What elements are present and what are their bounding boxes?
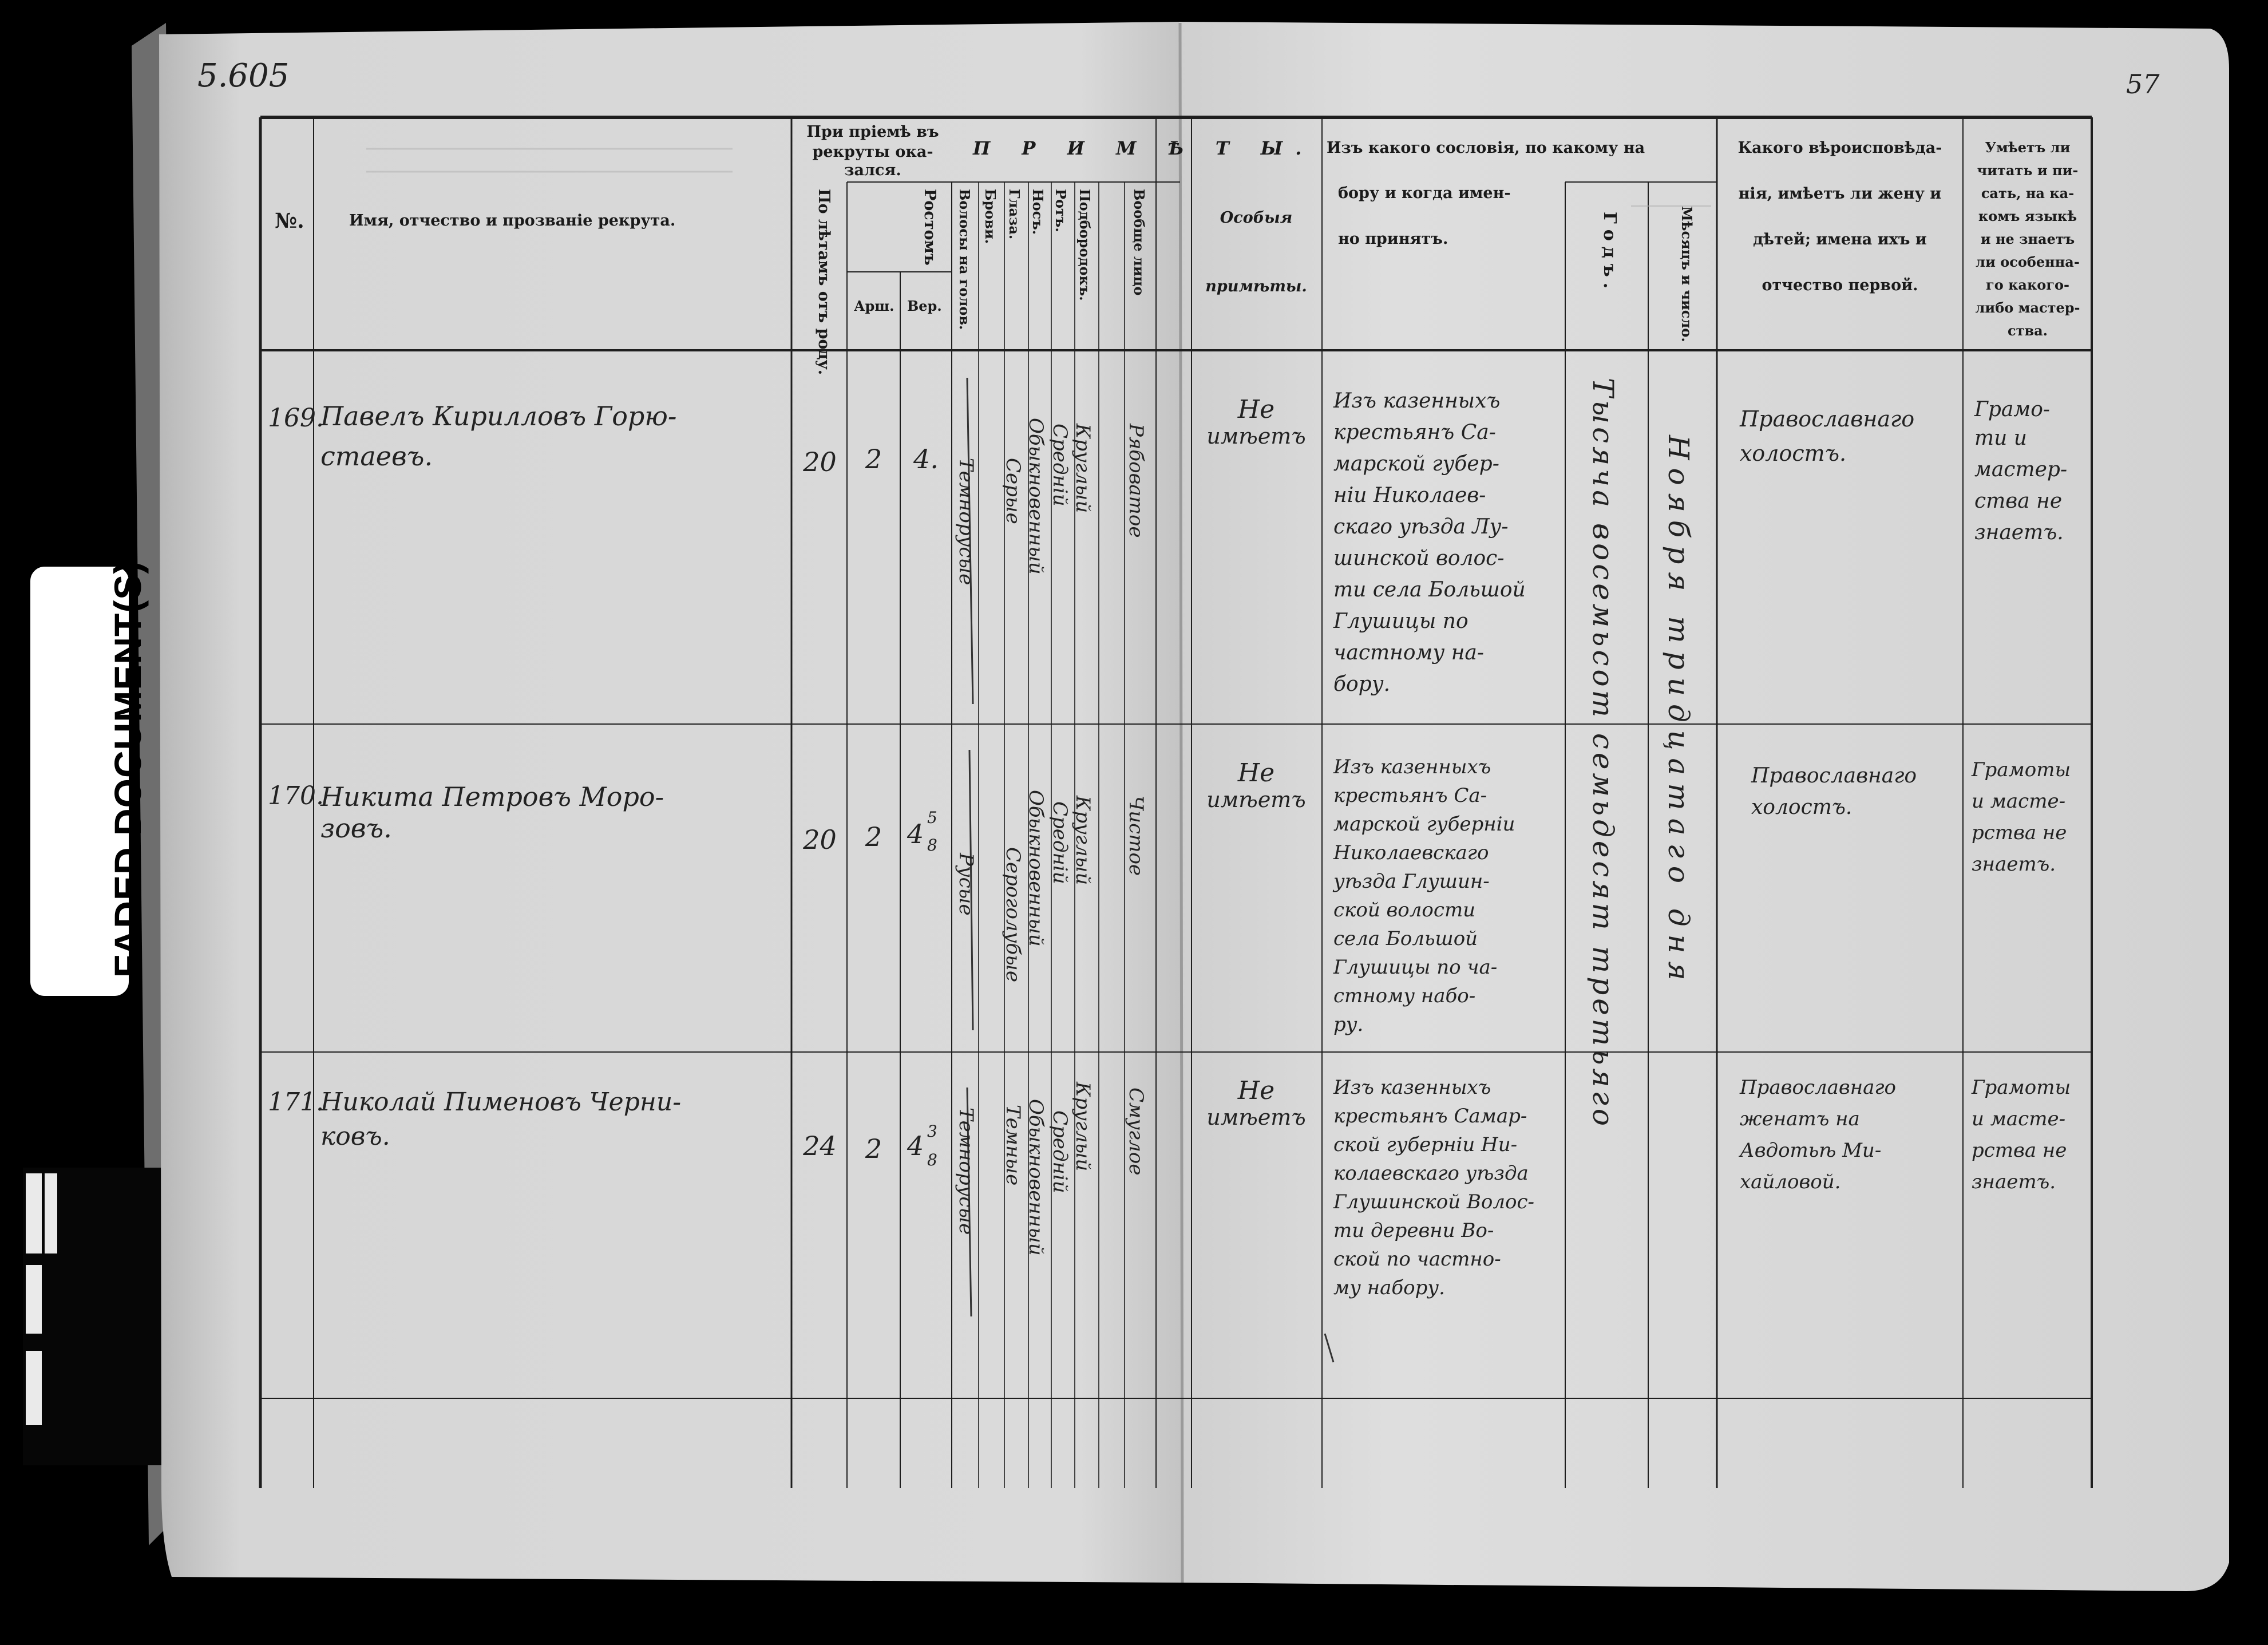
record-special-2: имѣетъ [1206, 424, 1306, 449]
header-reception-2: рекруты ока- [812, 143, 933, 161]
record-ver-int: 4 [907, 1130, 924, 1161]
record-estate-3: Николаевскаго [1333, 841, 1489, 864]
record-skills-1: и масте- [1972, 1108, 2066, 1130]
binding-white-2 [45, 1173, 57, 1253]
header-chin: Подбородокъ. [1076, 189, 1093, 301]
header-skills-6: ли особенна- [1976, 254, 2080, 270]
record-eyes: Обыкновенный [1024, 418, 1047, 575]
record-mouth: Круглый [1071, 1082, 1094, 1172]
record-name-2: зовъ. [320, 813, 392, 844]
record-hair: Русые [955, 853, 977, 916]
record-face: Смуглое [1125, 1088, 1147, 1176]
record-skills-3: знаетъ. [1972, 853, 2056, 876]
record-special-1: Не [1237, 758, 1275, 788]
record-mouth: Круглый [1071, 796, 1094, 885]
record-estate-5: ской волости [1333, 899, 1476, 922]
record-estate-0: Изъ казенныхъ [1333, 1076, 1491, 1099]
header-skills-3: сать, на ка- [1981, 185, 2075, 201]
header-special-1: Особыя [1220, 209, 1293, 227]
record-arsh: 2 [865, 821, 882, 852]
record-num: 169. [268, 404, 324, 433]
record-special-2: имѣетъ [1206, 1105, 1306, 1130]
header-arsh: Арш. [854, 298, 894, 314]
record-faith-0: Православнаго [1740, 406, 1915, 432]
record-estate-1: крестьянъ Са- [1333, 784, 1487, 807]
record-face: Рябоватое [1125, 424, 1147, 538]
record-hair: Темнорусые [955, 1108, 977, 1235]
record-estate-6: ти села Большой [1333, 578, 1526, 602]
record-estate-1: крестьянъ Са- [1333, 421, 1496, 444]
record-faith-0: Православнаго [1740, 1076, 1897, 1099]
record-age: 24 [803, 1130, 837, 1161]
record-estate-5: ти деревни Во- [1333, 1219, 1494, 1242]
record-estate-2: ской губерніи Ни- [1333, 1133, 1518, 1156]
header-mouth: Ротъ. [1052, 189, 1069, 232]
record-estate-8: частному на- [1333, 641, 1485, 665]
header-year: Годъ. [1600, 212, 1620, 295]
record-skills-2: рства не [1972, 821, 2067, 844]
binding-white-3 [26, 1265, 42, 1334]
record-nose: Средній [1048, 801, 1071, 884]
record-estate-7: Глушицы по ча- [1333, 956, 1498, 979]
header-skills-2: читать и пи- [1977, 162, 2079, 179]
header-skills-1: Умѣетъ ли [1985, 139, 2071, 156]
record-estate-6: ской по частно- [1333, 1248, 1501, 1271]
header-ver: Вер. [907, 298, 942, 314]
record-estate-0: Изъ казенныхъ [1333, 756, 1491, 778]
record-skills-0: Грамо- [1974, 398, 2051, 421]
record-num: 171. [268, 1088, 324, 1117]
record-faith-1: холостъ. [1751, 796, 1853, 819]
record-estate-7: Глушицы по [1333, 610, 1469, 633]
header-reception-3: зался. [844, 161, 901, 179]
header-skills-9: ства. [2007, 322, 2048, 339]
record-brows: Сероголубые [1002, 847, 1024, 982]
header-skills-5: и не знаетъ [1980, 231, 2075, 247]
record-eyes: Обыкновенный [1024, 790, 1047, 947]
record-estate-0: Изъ казенныхъ [1333, 389, 1501, 413]
header-estate-3: но принятъ. [1338, 230, 1448, 248]
record-name-1: Никита Петровъ Моро- [320, 781, 664, 812]
page-number: 57 [2126, 69, 2160, 100]
record-num: 170. [268, 781, 324, 810]
record-faith-3: хайловой. [1740, 1171, 1841, 1193]
header-name: Имя, отчество и прозваніе рекрута. [349, 212, 676, 230]
header-brows: Брови. [982, 189, 999, 244]
record-skills-3: знаетъ. [1972, 1171, 2056, 1193]
header-signs: П Р И М Ѣ Т Ы. [973, 137, 1315, 159]
record-hair: Темнорусые [955, 458, 977, 586]
record-skills-0: Грамоты [1972, 758, 2071, 781]
record-estate-9: бору. [1333, 673, 1391, 696]
header-faith-1: Какого вѣроисповѣда- [1737, 139, 1942, 157]
record-face: Чистое [1125, 796, 1147, 876]
header-special-2: примѣты. [1205, 278, 1307, 295]
record-skills-3: ства не [1974, 489, 2063, 513]
header-estate-2: бору и когда имен- [1338, 184, 1511, 202]
record-skills-0: Грамоты [1972, 1076, 2071, 1099]
record-estate-4: уѣзда Глушин- [1333, 870, 1490, 893]
record-name-1: Николай Пименовъ Черни- [320, 1088, 682, 1117]
record-brows: Темные [1002, 1105, 1024, 1186]
archive-number: 5.605 [197, 57, 290, 94]
record-estate-6: села Большой [1333, 927, 1478, 950]
header-estate-1: Изъ какого сословія, по какому на [1327, 139, 1645, 157]
record-special-2: имѣетъ [1206, 787, 1306, 812]
header-nose: Носъ. [1030, 189, 1046, 235]
record-estate-7: му набору. [1333, 1276, 1445, 1299]
header-skills-7: го какого- [1986, 276, 2069, 293]
record-skills-1: и масте- [1972, 790, 2066, 813]
header-age: По лѣтамъ отъ роду. [815, 189, 833, 375]
record-estate-4: Глушинской Волос- [1333, 1191, 1535, 1213]
record-estate-5: шинской волос- [1333, 547, 1505, 570]
record-skills-4: знаетъ. [1974, 521, 2064, 544]
record-nose: Средній [1048, 1110, 1071, 1193]
record-ver-den: 8 [927, 836, 937, 855]
record-ver-den: 8 [927, 1150, 937, 1169]
record-estate-1: крестьянъ Самар- [1333, 1105, 1527, 1128]
month-handwritten: Ноября тридцатаго дня [1662, 435, 1695, 988]
header-skills-4: комъ языкѣ [1978, 208, 2077, 224]
record-estate-3: ніи Николаев- [1333, 484, 1486, 507]
record-eyes: Обыкновенный [1024, 1099, 1047, 1256]
record-age: 20 [803, 446, 837, 477]
record-special-1: Не [1237, 1076, 1275, 1105]
record-faith-2: Авдотьѣ Ми- [1740, 1139, 1882, 1162]
record-skills-1: ти и [1974, 426, 2027, 450]
header-faith-3: дѣтей; имена ихъ и [1753, 231, 1927, 248]
header-height: Ростомъ [921, 189, 939, 266]
header-skills-8: либо мастер- [1975, 299, 2080, 316]
record-brows: Серые [1002, 458, 1024, 524]
record-estate-3: колаевскаго уѣзда [1333, 1162, 1529, 1185]
record-faith-1: женатъ на [1740, 1108, 1860, 1130]
header-reception-1: При пріемѣ въ [806, 123, 939, 141]
year-handwritten: Тысяча восемьсот семьдесят третьяго [1586, 378, 1620, 1129]
record-ver: 4. [913, 444, 939, 474]
record-faith-1: холостъ. [1740, 441, 1847, 466]
header-face: Вообще лицо [1131, 189, 1147, 296]
record-special-1: Не [1237, 395, 1275, 424]
record-name-2: стаевъ. [320, 441, 433, 472]
header-faith-4: отчество первой. [1762, 276, 1918, 294]
record-age: 20 [803, 824, 837, 855]
record-arsh: 2 [865, 1133, 882, 1164]
binding-white-4 [26, 1351, 42, 1425]
record-estate-4: скаго уѣзда Лу- [1333, 515, 1509, 539]
header-faith-2: нія, имѣетъ ли жену и [1738, 185, 1942, 203]
faded-document-banner [27, 560, 149, 999]
record-ver-num: 3 [927, 1122, 937, 1141]
header-eyes: Глаза. [1006, 189, 1023, 240]
record-arsh: 2 [865, 444, 882, 474]
banner-label: FADED DOCUMENT(S) [106, 560, 149, 978]
record-skills-2: мастер- [1974, 458, 2068, 481]
record-name-2: ковъ. [320, 1122, 390, 1151]
record-faith-0: Православнаго [1751, 764, 1917, 788]
record-ver-num: 5 [927, 808, 937, 827]
record-estate-8: стному набо- [1333, 984, 1476, 1007]
record-estate-2: марской губерніи [1333, 813, 1515, 836]
header-month: Мѣсяцъ и число. [1679, 206, 1695, 342]
record-skills-2: рства не [1972, 1139, 2067, 1162]
record-mouth: Круглый [1071, 424, 1094, 513]
record-ver-int: 4 [907, 818, 924, 849]
record-estate-9: ру. [1333, 1013, 1364, 1036]
record-nose: Средній [1048, 424, 1071, 507]
binding-white-1 [26, 1173, 42, 1253]
record-name-1: Павелъ Кирилловъ Горю- [320, 401, 677, 432]
record-estate-2: марской губер- [1333, 452, 1499, 476]
header-hair: Волосы на голов. [956, 189, 973, 330]
header-num: №. [275, 209, 304, 233]
